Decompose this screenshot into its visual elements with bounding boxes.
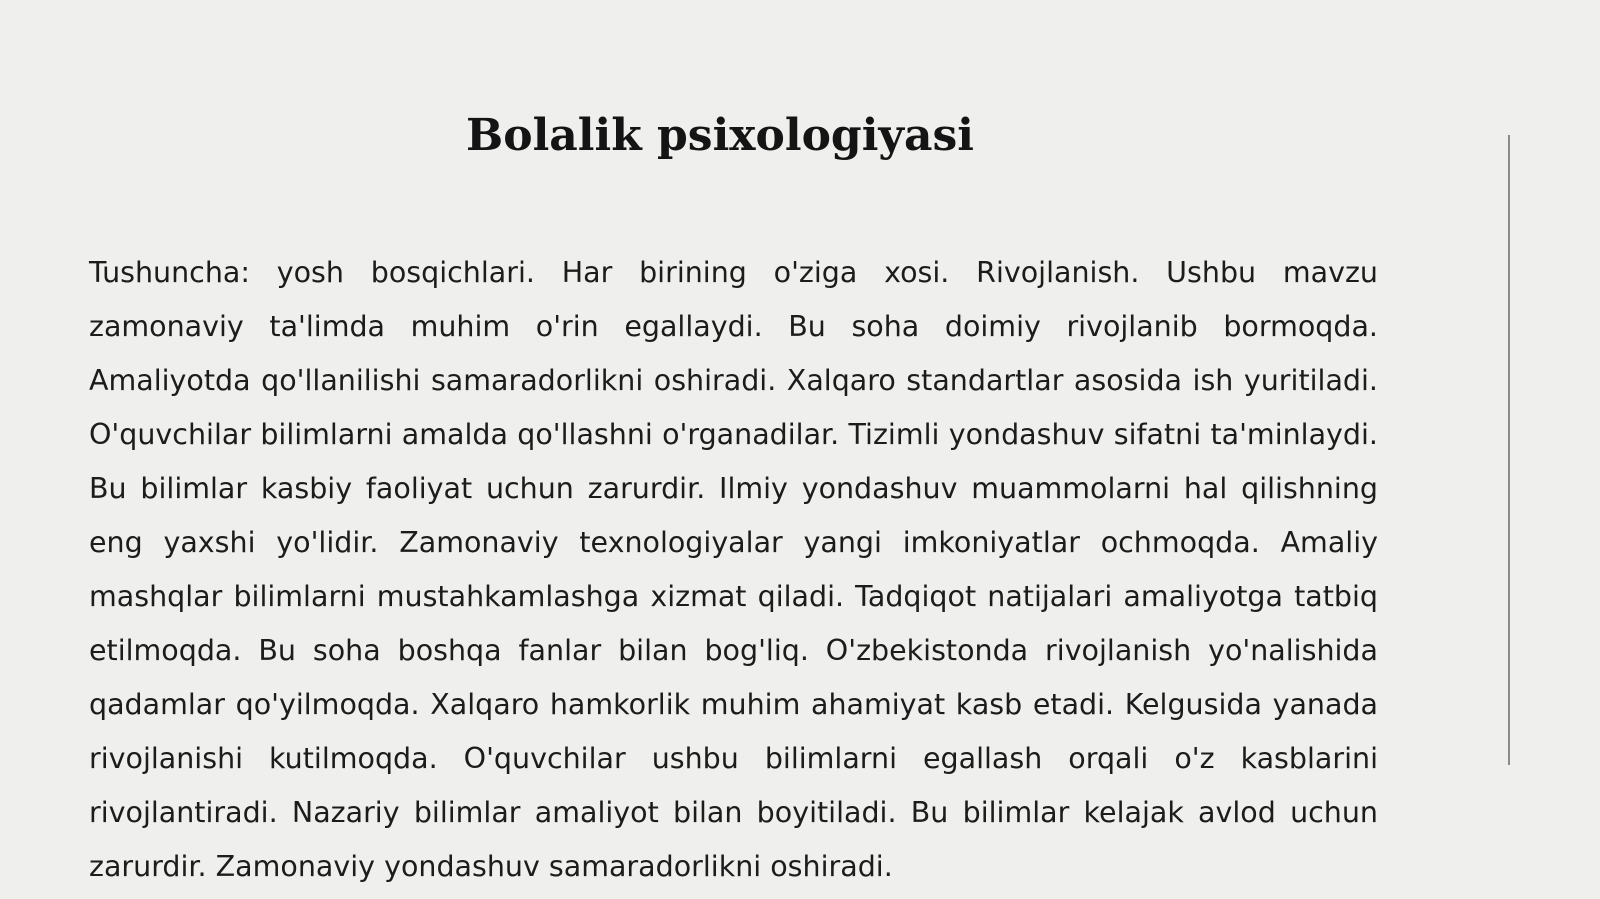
slide-title: Bolalik psixologiyasi (466, 110, 974, 161)
slide-body-text: Tushuncha: yosh bosqichlari. Har birining o'ziga xosi. Rivojlanish. Ushbu mavzu zamonaviy ta'limda muhim o'rin egallaydi. Bu soha doimiy rivojlanib bormoqda. Amaliyotda qo'llanilishi samaradorlikni oshiradi. Xalqaro standartlar asosida ish yuritiladi. O'quvchilar bilimlarni amalda qo'llashni o'rganadilar. Tizimli yondashuv sifatni ta'minlaydi. Bu bilimlar kasbiy faoliyat uchun zarurdir. Ilmiy yondashuv muammolarni hal qilishning eng yaxshi yo'lidir. Zamonaviy texnologiyalar yangi imkoniyatlar ochmoqda. Amaliy mashqlar bilimlarni mustahkamlashga xizmat qiladi. Tadqiqot natijalari amaliyotga tatbiq etilmoqda. Bu soha boshqa fanlar bilan bog'liq. O'zbekistonda rivojlanish yo'nalishida qadamlar qo'yilmoqda. Xalqaro hamkorlik muhim ahamiyat kasb etadi. Kelgusida yanada rivojlanishi kutilmoqda. O'quvchilar ushbu bilimlarni egallash orqali o'z kasblarini rivojlantiradi. Nazariy bilimlar amaliyot bilan boyitiladi. Bu bilimlar kelajak avlod uchun zarurdir. Zamonaviy yondashuv samaradorlikni oshiradi. (89, 256, 1378, 883)
vertical-divider (1508, 135, 1510, 765)
